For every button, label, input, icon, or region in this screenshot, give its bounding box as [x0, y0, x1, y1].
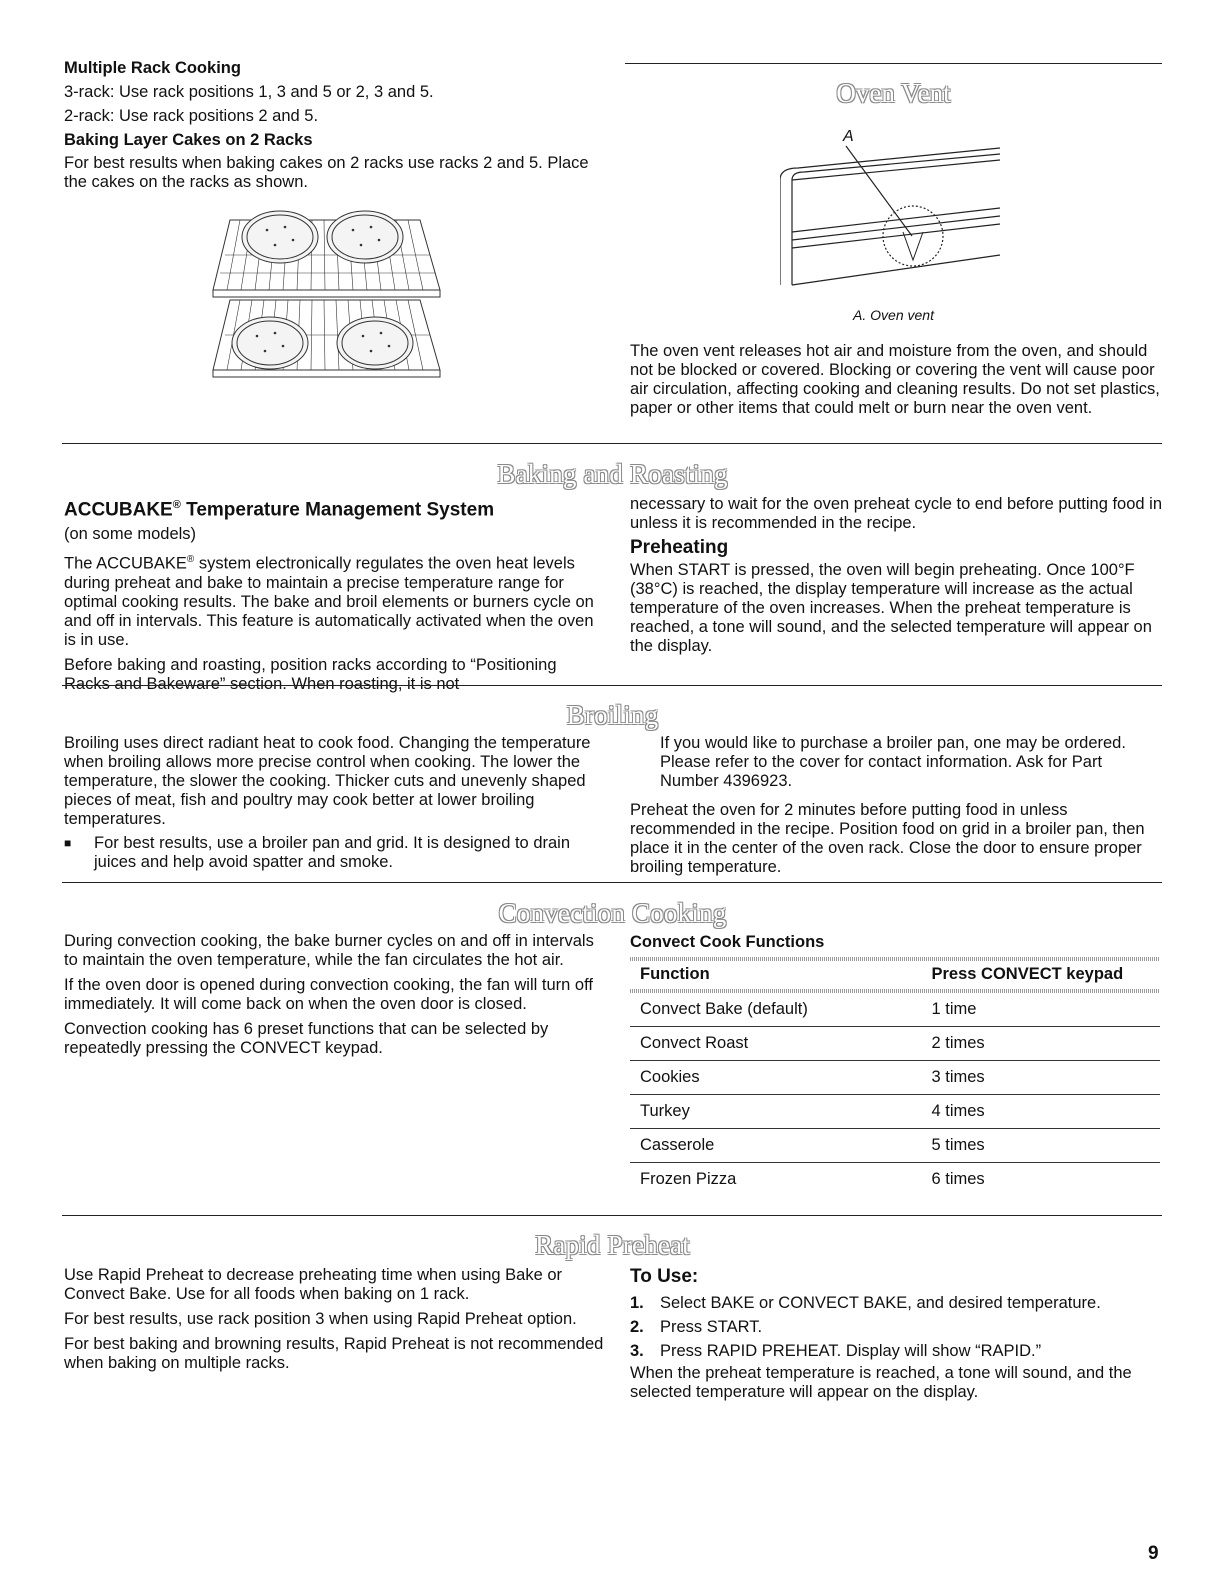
convect-functions-block [630, 932, 1160, 1196]
rapid-after-text: When the preheat temperature is reached, a tone will sound, and the selected temperature will appear on the display. [630, 1364, 1132, 1401]
broiling-top-rule [62, 685, 1162, 686]
rack-cooking-section [64, 58, 604, 192]
baking-top-rule [62, 443, 1162, 444]
oven-vent-text: The oven vent releases hot air and moisture from the oven, and should not be blocked or covered. Blocking or covering the vent will cause poor air circulation, affecting cooking and cleaning results. Do not set plastics, paper or other items that could melt or burn near the oven vent. [630, 342, 1160, 417]
accubake-heading: ACCUBAKE® Temperature Management System [64, 499, 495, 521]
rack-cooking-heading: Multiple Rack Cooking [64, 59, 241, 77]
step-number: 3. [630, 1342, 644, 1360]
function-cell: Convect Roast [630, 1027, 922, 1061]
oven-vent-top-rule [625, 63, 1162, 64]
convection-paragraph-2: If the oven door is opened during convection cooking, the fan will turn off immediately. It will come back on when the oven door is closed. [64, 976, 593, 1013]
oven-vent-title: Oven Vent [836, 78, 951, 108]
preheating-text: When START is pressed, the oven will begin preheating. Once 100°F (38°C) is reached, the display temperature will increase as the actual temperature of the oven increases. When the preheat temperature is reached, a tone will sound, and the selected temperature will appear on the display. [630, 561, 1152, 655]
convection-paragraph-1: During convection cooking, the bake burner cycles on and off in intervals to maintain the oven temperature, while the fan circulates the hot air. [64, 932, 594, 969]
baking-left-column [64, 494, 604, 694]
step-item [630, 1340, 1165, 1362]
rapid-paragraph-1: Use Rapid Preheat to decrease preheating time when using Bake or Convect Bake. Use for all foods when baking on 1 rack. [64, 1266, 563, 1303]
step-number: 2. [630, 1318, 644, 1336]
convect-functions-body [630, 993, 1160, 1196]
cakes-text: For best results when baking cakes on 2 racks use racks 2 and 5. Place the cakes on the racks as shown. [64, 154, 589, 191]
press-column-header: Press CONVECT keypad [931, 965, 1124, 983]
oven-vent-caption: A. Oven vent [853, 307, 934, 323]
function-column-header: Function [640, 965, 710, 983]
broiling-preheat-paragraph: Preheat the oven for 2 minutes before putting food in unless recommended in the recipe. Position food on grid in a broiler pan, then place it in the center of the oven rack. Close the door to ensure proper broiling temperature. [630, 801, 1145, 876]
broiling-paragraph: Broiling uses direct radiant heat to cook food. Changing the temperature when broiling allows more precise control when cooking. The lower the temperature, the slower the cooking. Thicker cuts and unevenly shaped pieces of meat, fish and poultry may cook better at lower broiling temperatures. [64, 734, 591, 828]
rapid-paragraph-2: For best results, use rack position 3 when using Rapid Preheat option. [64, 1310, 577, 1328]
function-cell: Frozen Pizza [630, 1163, 922, 1197]
oven-vent-illustration [780, 140, 1010, 295]
function-cell: Cookies [630, 1061, 922, 1095]
step-text: Press START. [660, 1318, 763, 1336]
table-row [630, 1095, 1160, 1129]
rapid-right-column [630, 1266, 1165, 1402]
racks-paragraph: Before baking and roasting, position racks according to “Positioning Racks and Bakeware” section. When roasting, it is not [64, 655, 557, 693]
step-number: 1. [630, 1294, 644, 1312]
table-row [630, 1027, 1160, 1061]
step-item [630, 1316, 1165, 1338]
rapid-left-column [64, 1266, 604, 1373]
table-row [630, 1061, 1160, 1095]
baking-continued-paragraph: necessary to wait for the oven preheat cycle to end before putting food in unless it is recommended in the recipe. [630, 495, 1162, 532]
convect-functions-table [630, 961, 1160, 989]
preheating-heading: Preheating [630, 537, 729, 558]
broiler-pan-bullet-text: For best results, use a broiler pan and grid. It is designed to drain juices and help avoid spatter and smoke. [94, 834, 571, 871]
press-cell: 6 times [922, 1163, 1161, 1197]
step-item [630, 1292, 1165, 1314]
function-cell: Turkey [630, 1095, 922, 1129]
convection-left-column [64, 932, 604, 1058]
table-row [630, 1163, 1160, 1197]
convect-table-title: Convect Cook Functions [630, 933, 825, 951]
vent-callout-letter: A [843, 128, 854, 145]
press-cell: 2 times [922, 1027, 1161, 1061]
convection-top-rule [62, 882, 1162, 883]
rapid-top-rule [62, 1215, 1162, 1216]
broiling-right-column [630, 734, 1165, 877]
broiling-left-column [64, 734, 594, 872]
baking-right-column [630, 495, 1165, 656]
rapid-title: Rapid Preheat [535, 1230, 690, 1260]
table-header-row [630, 961, 1160, 989]
bullet-mark: ■ [64, 836, 72, 850]
press-cell: 1 time [931, 999, 977, 1018]
function-cell: Casserole [630, 1129, 922, 1163]
to-use-heading: To Use: [630, 1266, 699, 1287]
broiling-title: Broiling [566, 700, 659, 730]
press-cell: 4 times [922, 1095, 1161, 1129]
models-note: (on some models) [64, 525, 197, 544]
rapid-paragraph-3: For best baking and browning results, Rapid Preheat is not recommended when baking on multiple racks. [64, 1335, 604, 1372]
accubake-paragraph: The ACCUBAKE® system electronically regulates the oven heat levels during preheat and bake to maintain a precise temperature range for optimal cooking results. The bake and broil elements or burners cycle on and off in intervals. This feature is automatically activated when the oven is in use. [64, 554, 594, 649]
cake-racks-illustration [205, 205, 455, 385]
convection-paragraph-3: Convection cooking has 6 preset functions that can be selected by repeatedly pressing the CONVECT keypad. [64, 1020, 549, 1057]
function-cell: Convect Bake (default) [640, 999, 808, 1018]
cakes-heading: Baking Layer Cakes on 2 Racks [64, 131, 313, 149]
step-text: Press RAPID PREHEAT. Display will show “RAPID.” [660, 1342, 1042, 1360]
step-text: Select BAKE or CONVECT BAKE, and desired temperature. [660, 1294, 1101, 1312]
press-cell: 3 times [922, 1061, 1161, 1095]
press-cell: 5 times [922, 1129, 1161, 1163]
rack-cooking-line1: 3-rack: Use rack positions 1, 3 and 5 or 2, 3 and 5. [64, 83, 434, 101]
table-row [630, 1129, 1160, 1163]
rack-cooking-line2: 2-rack: Use rack positions 2 and 5. [64, 107, 319, 125]
broiler-pan-order-text: If you would like to purchase a broiler pan, one may be ordered. Please refer to the cover for contact information. Ask for Part Number 4396923. [660, 734, 1126, 790]
baking-title: Baking and Roasting [497, 459, 728, 489]
table-row [630, 993, 1160, 1027]
broiler-pan-bullet [64, 834, 594, 872]
page-number: 9 [1148, 1543, 1159, 1564]
convection-title: Convection Cooking [498, 898, 727, 928]
